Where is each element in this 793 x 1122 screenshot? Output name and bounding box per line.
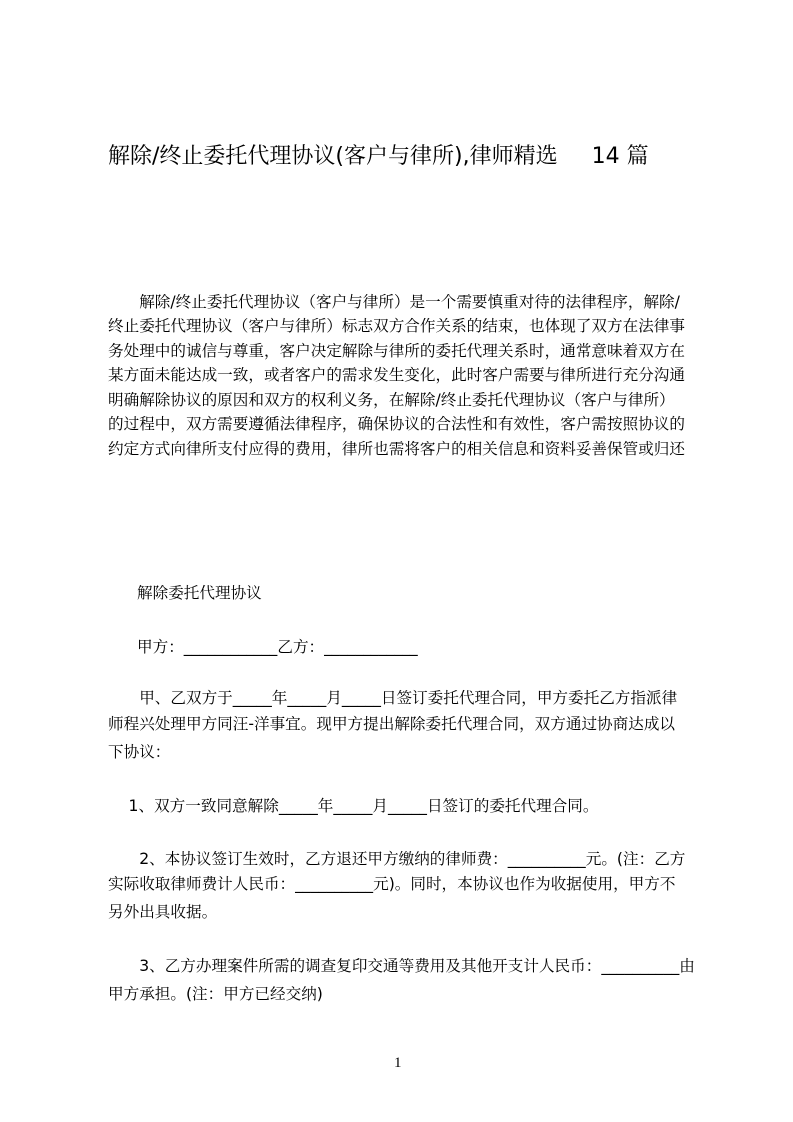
clause-line: 1、双方一致同意解除_____年_____月_____日签订的委托代理合同。 <box>108 797 599 815</box>
section-title: 解除委托代理协议 <box>137 584 262 602</box>
paragraph-line: 甲、乙双方于_____年_____月_____日签订委托代理合同，甲方委托乙方指派律 <box>108 689 678 707</box>
title-count: 14 篇 <box>591 144 649 169</box>
clause-line: 另外出具收据。 <box>108 903 218 921</box>
clause-line: 2、本协议签订生效时，乙方退还甲方缴纳的律师费：__________元。(注：乙方 <box>108 850 686 868</box>
intro-line: 约定方式向律所支付应得的费用，律所也需将客户的相关信息和资料妥善保管或归还 <box>108 440 685 458</box>
intro-line: 的过程中，双方需要遵循法律程序，确保协议的合法性和有效性，客户需按照协议的 <box>108 415 685 433</box>
intro-line: 终止委托代理协议（客户与律所）标志双方合作关系的结束，也体现了双方在法律事 <box>108 317 685 335</box>
clause-line: 实际收取律师费计人民币：__________元)。同时，本协议也作为收据使用，甲方不 <box>108 875 676 893</box>
parties-line: 甲方：____________乙方：____________ <box>137 638 418 656</box>
clause-line: 甲方承担。(注：甲方已经交纳) <box>108 985 323 1003</box>
document-title <box>108 143 649 171</box>
title-text: 解除/终止委托代理协议(客户与律所),律师精选 <box>108 144 558 169</box>
intro-line: 务处理中的诚信与尊重，客户决定解除与律所的委托代理关系时，通常意味着双方在 <box>108 342 685 360</box>
intro-line: 明确解除协议的原因和双方的权利义务，在解除/终止委托代理协议（客户与律所） <box>108 391 675 409</box>
clause-line: 3、乙方办理案件所需的调查复印交通等费用及其他开支计人民币：__________由 <box>108 957 695 975</box>
paragraph-line: 师程兴处理甲方同汪-洋事宜。现甲方提出解除委托代理合同，双方通过协商达成以 <box>108 715 676 733</box>
intro-line: 解除/终止委托代理协议（客户与律所）是一个需要慎重对待的法律程序，解除/ <box>108 293 680 311</box>
intro-line: 某方面未能达成一致，或者客户的需求发生变化，此时客户需要与律所进行充分沟通 <box>108 366 685 384</box>
paragraph-line: 下协议： <box>108 743 171 761</box>
page-number: 1 <box>394 1055 402 1071</box>
